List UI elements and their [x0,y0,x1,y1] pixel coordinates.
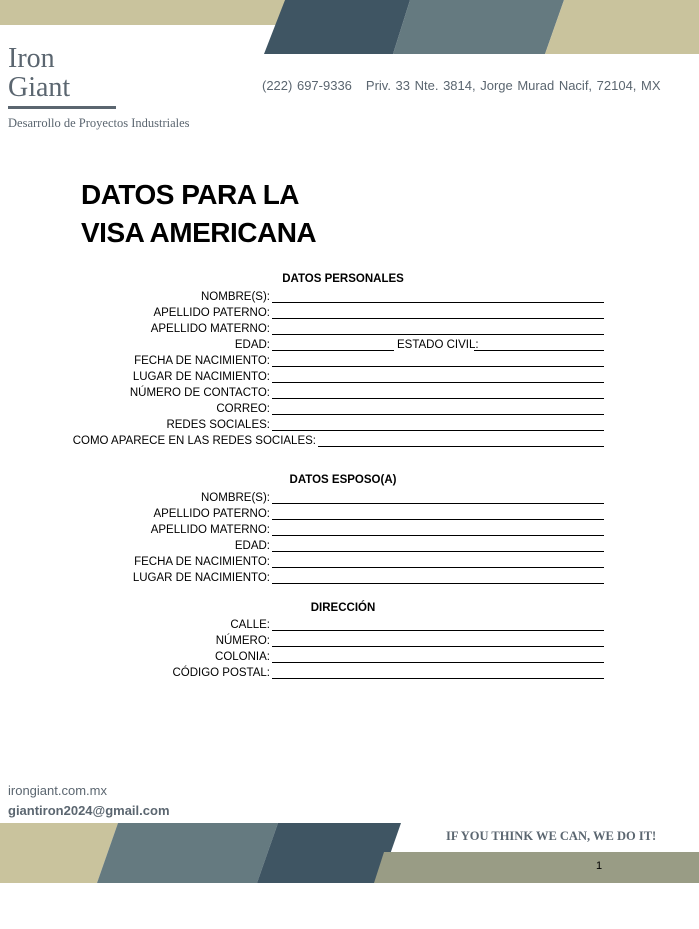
field-row-calle [60,618,604,632]
field-row-lugar-nacimiento [60,370,604,384]
field-label: APELLIDO PATERNO: [153,307,270,319]
field-row-numero-contacto [60,386,604,400]
blank-line[interactable] [272,507,604,520]
field-row-esposo-nombres [60,491,604,505]
footer-band-olive [374,852,699,883]
field-label: REDES SOCIALES: [166,419,270,431]
blank-line[interactable] [272,650,604,663]
header-contact [262,78,661,93]
blank-line[interactable] [272,386,604,399]
field-label: APELLIDO MATERNO: [150,524,270,536]
title-line2: VISA AMERICANA [81,217,317,248]
blank-line[interactable] [272,491,604,504]
footer-slogan: IF YOU THINK WE CAN, WE DO IT! [446,829,657,843]
header-address: Priv. 33 Nte. 3814, Jorge Murad Nacif, 72104, MX [365,78,661,93]
field-label: FECHA DE NACIMIENTO: [134,556,270,568]
header-band-slate [264,0,410,54]
blank-line[interactable] [272,555,604,568]
field-row-codigo-postal [60,666,604,680]
field-label: EDAD: [234,540,270,552]
field-label: CALLE: [230,619,270,631]
title-line1: DATOS PARA LA [81,179,300,210]
field-row-esposo-apellido-materno [60,523,604,537]
document-title [81,176,316,252]
blank-line[interactable] [272,370,604,383]
field-row-colonia [60,650,604,664]
footer-website: irongiant.com.mx [8,783,107,798]
field-label: EDAD: [234,339,270,351]
blank-line-edad[interactable] [272,338,394,351]
footer-band-steel [97,823,278,883]
header-band-steel [393,0,564,54]
field-label: COMO APARECE EN LAS REDES SOCIALES: [72,435,316,447]
blank-line[interactable] [272,523,604,536]
field-row-numero [60,634,604,648]
blank-line[interactable] [272,539,604,552]
field-label: NOMBRE(S): [201,492,270,504]
field-label-estado-civil: ESTADO CIVIL: [397,339,479,351]
blank-line[interactable] [272,618,604,631]
logo-tagline: Desarrollo de Proyectos Industriales [8,116,190,130]
header-band-khaki-right [545,0,699,54]
field-label: NÚMERO DE CONTACTO: [129,387,270,399]
field-row-como-aparece [60,434,604,448]
field-label: APELLIDO MATERNO: [150,323,270,335]
field-label: APELLIDO PATERNO: [153,508,270,520]
blank-line[interactable] [272,571,604,584]
field-row-correo [60,402,604,416]
blank-line[interactable] [272,354,604,367]
field-row-esposo-edad [60,539,604,553]
field-row-apellido-paterno [60,306,604,320]
company-logo [8,43,190,131]
blank-line[interactable] [272,634,604,647]
field-label: COLONIA: [215,651,270,663]
field-row-apellido-materno [60,322,604,336]
field-label: NÚMERO: [215,635,270,647]
logo-underline [8,106,116,109]
section-heading-personales: DATOS PERSONALES [282,273,404,285]
footer-email: giantiron2024@gmail.com [8,803,170,818]
field-label: CORREO: [216,403,270,415]
field-label: NOMBRE(S): [201,291,270,303]
logo-name-line1: Iron [8,43,55,74]
field-label: FECHA DE NACIMIENTO: [134,355,270,367]
page-number: 1 [596,860,603,872]
field-row-redes-sociales [60,418,604,432]
logo-name-line2: Giant [8,72,71,103]
field-row-esposo-lugar-nacimiento [60,571,604,585]
blank-line[interactable] [272,322,604,335]
header-band-khaki [0,0,285,25]
field-row-esposo-apellido-paterno [60,507,604,521]
field-row-fecha-nacimiento [60,354,604,368]
field-label: CÓDIGO POSTAL: [172,667,270,679]
field-row-esposo-fecha-nacimiento [60,555,604,569]
blank-line[interactable] [318,434,604,447]
field-row-nombres [60,290,604,304]
blank-line[interactable] [272,290,604,303]
field-label: LUGAR DE NACIMIENTO: [132,371,270,383]
blank-line[interactable] [272,306,604,319]
field-row-edad-estado-civil [60,338,604,352]
blank-line-estado-civil[interactable] [474,338,604,351]
header-phone: (222) 697-9336 [262,78,352,93]
blank-line[interactable] [272,418,604,431]
blank-line[interactable] [272,666,604,679]
section-heading-esposo: DATOS ESPOSO(A) [289,474,397,486]
field-label: LUGAR DE NACIMIENTO: [132,572,270,584]
blank-line[interactable] [272,402,604,415]
section-heading-direccion: DIRECCIÓN [310,602,376,614]
